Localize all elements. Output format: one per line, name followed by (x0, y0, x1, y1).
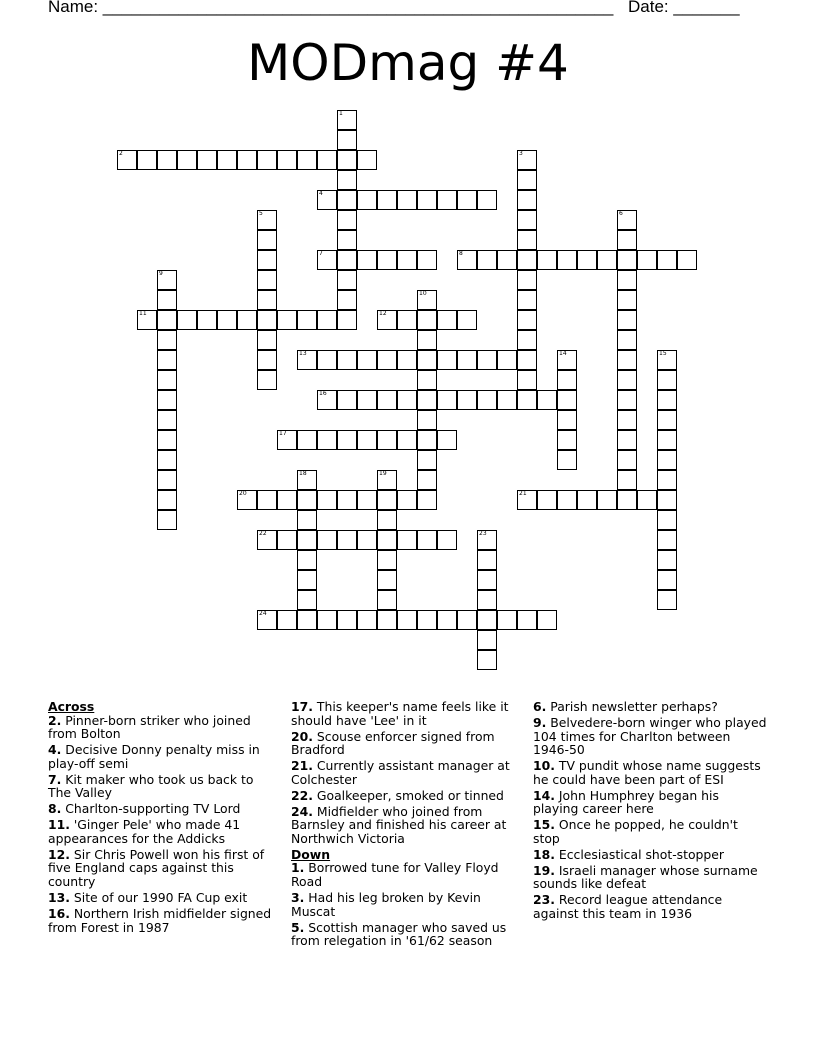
grid-cell[interactable] (657, 350, 677, 370)
grid-cell[interactable] (457, 310, 477, 330)
grid-cell[interactable] (257, 310, 277, 330)
puzzle-title: MODmag #4 (247, 34, 569, 92)
grid-cell[interactable] (657, 490, 677, 510)
grid-cell[interactable] (157, 450, 177, 470)
grid-cell[interactable] (517, 310, 537, 330)
grid-cell[interactable] (657, 410, 677, 430)
grid-cell[interactable] (557, 370, 577, 390)
grid-cell[interactable] (157, 410, 177, 430)
grid-cell[interactable] (617, 210, 637, 230)
grid-cell[interactable] (157, 510, 177, 530)
grid-cell[interactable] (457, 390, 477, 410)
grid-cell[interactable] (317, 430, 337, 450)
grid-cell[interactable] (457, 610, 477, 630)
grid-cell[interactable] (617, 250, 637, 270)
grid-cell[interactable] (477, 250, 497, 270)
cell-number: 16 (319, 390, 327, 397)
clue-across-13: 13. Site of our 1990 FA Cup exit (48, 890, 248, 906)
grid-cell[interactable] (437, 310, 457, 330)
grid-cell[interactable] (477, 530, 497, 550)
cell-number: 6 (619, 210, 623, 217)
grid-cell[interactable] (397, 390, 417, 410)
grid-cell[interactable] (377, 470, 397, 490)
grid-cell[interactable] (337, 530, 357, 550)
grid-cell[interactable] (597, 250, 617, 270)
grid-cell[interactable] (497, 350, 517, 370)
grid-cell[interactable] (577, 250, 597, 270)
cell-number: 18 (299, 470, 307, 477)
clue-across-7: 7. Kit maker who took us back to The Valley (48, 771, 254, 801)
grid-cell[interactable] (397, 350, 417, 370)
grid-cell[interactable] (397, 250, 417, 270)
grid-cell[interactable] (417, 390, 437, 410)
grid-cell[interactable] (337, 110, 357, 130)
date-field-label: Date: _______ (628, 0, 740, 16)
grid-cell[interactable] (437, 350, 457, 370)
grid-cell[interactable] (157, 150, 177, 170)
grid-cell[interactable] (437, 610, 457, 630)
name-field-label: Name: ______________________________________________________ (48, 0, 614, 16)
grid-cell[interactable] (137, 310, 157, 330)
grid-cell[interactable] (617, 330, 637, 350)
clue-down-15: 15. Once he popped, he couldn't stop (533, 817, 738, 846)
clue-down-10: 10. TV pundit whose name suggests he could have been part of ESI (533, 758, 761, 787)
grid-cell[interactable] (377, 550, 397, 570)
grid-cell[interactable] (377, 310, 397, 330)
grid-cell[interactable] (617, 370, 637, 390)
clues-column-1 (48, 700, 280, 937)
cell-number: 22 (259, 530, 267, 537)
cell-number: 5 (259, 210, 263, 217)
grid-cell[interactable] (317, 610, 337, 630)
grid-cell[interactable] (417, 190, 437, 210)
grid-cell[interactable] (577, 490, 597, 510)
cell-number: 21 (519, 490, 527, 497)
grid-cell[interactable] (397, 490, 417, 510)
grid-cell[interactable] (557, 390, 577, 410)
grid-cell[interactable] (397, 190, 417, 210)
clue-across-2: 2. Pinner-born striker who joined from Bolton (48, 712, 251, 742)
grid-cell[interactable] (617, 410, 637, 430)
grid-cell[interactable] (337, 490, 357, 510)
grid-cell[interactable] (277, 490, 297, 510)
grid-cell[interactable] (157, 390, 177, 410)
grid-cell[interactable] (617, 430, 637, 450)
grid-cell[interactable] (317, 310, 337, 330)
grid-cell[interactable] (297, 530, 317, 550)
grid-cell[interactable] (557, 450, 577, 470)
grid-cell[interactable] (377, 530, 397, 550)
cell-number: 1 (339, 110, 343, 117)
grid-cell[interactable] (337, 230, 357, 250)
grid-cell[interactable] (657, 250, 677, 270)
clues-column-2 (291, 700, 523, 950)
grid-cell[interactable] (517, 390, 537, 410)
clue-across-12: 12. Sir Chris Powell won his first of five England caps against this country (48, 846, 265, 890)
clue-across-16: 16. Northern Irish midfielder signed from Forest in 1987 (48, 906, 272, 935)
grid-cell[interactable] (517, 270, 537, 290)
grid-cell[interactable] (437, 430, 457, 450)
clue-across-20: 20. Scouse enforcer signed from Bradford (291, 728, 495, 758)
grid-cell[interactable] (257, 490, 277, 510)
grid-cell[interactable] (517, 190, 537, 210)
grid-cell[interactable] (517, 350, 537, 370)
grid-cell[interactable] (377, 190, 397, 210)
cell-number: 12 (379, 310, 387, 317)
grid-cell[interactable] (437, 390, 457, 410)
grid-cell[interactable] (257, 290, 277, 310)
grid-cell[interactable] (417, 290, 437, 310)
grid-cell[interactable] (617, 290, 637, 310)
grid-cell[interactable] (297, 510, 317, 530)
grid-cell[interactable] (357, 490, 377, 510)
grid-cell[interactable] (377, 390, 397, 410)
grid-cell[interactable] (317, 530, 337, 550)
grid-cell[interactable] (377, 430, 397, 450)
grid-cell[interactable] (537, 490, 557, 510)
grid-cell[interactable] (317, 190, 337, 210)
grid-cell[interactable] (677, 250, 697, 270)
grid-cell[interactable] (297, 430, 317, 450)
grid-cell[interactable] (377, 510, 397, 530)
grid-cell[interactable] (297, 150, 317, 170)
grid-cell[interactable] (417, 370, 437, 390)
grid-cell[interactable] (257, 230, 277, 250)
grid-cell[interactable] (417, 430, 437, 450)
grid-cell[interactable] (337, 250, 357, 270)
grid-cell[interactable] (257, 530, 277, 550)
clue-across-22: 22. Goalkeeper, smoked or tinned (291, 787, 504, 803)
grid-cell[interactable] (557, 350, 577, 370)
grid-cell[interactable] (477, 190, 497, 210)
cell-number: 15 (659, 350, 667, 357)
grid-cell[interactable] (337, 310, 357, 330)
grid-cell[interactable] (257, 270, 277, 290)
clue-down-6: 6. Parish newsletter perhaps? (533, 699, 718, 714)
grid-cell[interactable] (537, 610, 557, 630)
grid-cell[interactable] (517, 610, 537, 630)
grid-cell[interactable] (557, 250, 577, 270)
grid-cell[interactable] (157, 490, 177, 510)
grid-cell[interactable] (277, 610, 297, 630)
grid-cell[interactable] (397, 610, 417, 630)
grid-cell[interactable] (617, 310, 637, 330)
clue-across-4: 4. Decisive Donny penalty miss in play-off semi (48, 742, 260, 771)
grid-cell[interactable] (617, 350, 637, 370)
grid-cell[interactable] (657, 550, 677, 570)
grid-cell[interactable] (377, 350, 397, 370)
cell-number: 20 (239, 490, 247, 497)
grid-cell[interactable] (657, 530, 677, 550)
grid-cell[interactable] (657, 390, 677, 410)
grid-cell[interactable] (477, 350, 497, 370)
grid-cell[interactable] (557, 430, 577, 450)
grid-cell[interactable] (337, 610, 357, 630)
clue-across-11: 11. 'Ginger Pele' who made 41 appearances for the Addicks (48, 817, 241, 846)
grid-cell[interactable] (457, 350, 477, 370)
grid-cell[interactable] (277, 430, 297, 450)
grid-cell[interactable] (617, 450, 637, 470)
grid-cell[interactable] (297, 490, 317, 510)
grid-cell[interactable] (617, 390, 637, 410)
grid-cell[interactable] (357, 610, 377, 630)
grid-cell[interactable] (197, 310, 217, 330)
grid-cell[interactable] (117, 150, 137, 170)
grid-cell[interactable] (517, 170, 537, 190)
cell-number: 10 (419, 290, 427, 297)
grid-cell[interactable] (557, 410, 577, 430)
grid-cell[interactable] (257, 150, 277, 170)
grid-cell[interactable] (217, 310, 237, 330)
grid-cell[interactable] (457, 190, 477, 210)
clue-down-14: 14. John Humphrey began his playing career here (533, 787, 719, 817)
grid-cell[interactable] (657, 590, 677, 610)
grid-cell[interactable] (257, 210, 277, 230)
grid-cell[interactable] (477, 610, 497, 630)
grid-cell[interactable] (337, 190, 357, 210)
clue-across-8: 8. Charlton-supporting TV Lord (48, 801, 241, 817)
grid-cell[interactable] (297, 470, 317, 490)
grid-cell[interactable] (317, 250, 337, 270)
grid-cell[interactable] (277, 310, 297, 330)
cell-number: 13 (299, 350, 307, 357)
grid-cell[interactable] (317, 390, 337, 410)
grid-cell[interactable] (517, 490, 537, 510)
clue-down-5: 5. Scottish manager who saved us from relegation in '61/62 season (291, 919, 507, 949)
grid-cell[interactable] (417, 410, 437, 430)
grid-cell[interactable] (377, 570, 397, 590)
grid-cell[interactable] (657, 450, 677, 470)
grid-cell[interactable] (337, 350, 357, 370)
grid-cell[interactable] (517, 290, 537, 310)
cell-number: 19 (379, 470, 387, 477)
grid-cell[interactable] (497, 250, 517, 270)
grid-cell[interactable] (297, 590, 317, 610)
grid-cell[interactable] (417, 490, 437, 510)
grid-cell[interactable] (477, 570, 497, 590)
grid-cell[interactable] (617, 230, 637, 250)
grid-cell[interactable] (497, 610, 517, 630)
grid-cell[interactable] (417, 610, 437, 630)
grid-cell[interactable] (257, 250, 277, 270)
grid-cell[interactable] (357, 430, 377, 450)
grid-cell[interactable] (397, 430, 417, 450)
grid-cell[interactable] (317, 490, 337, 510)
grid-cell[interactable] (317, 150, 337, 170)
grid-cell[interactable] (497, 390, 517, 410)
grid-cell[interactable] (517, 330, 537, 350)
grid-cell[interactable] (237, 490, 257, 510)
grid-cell[interactable] (597, 490, 617, 510)
grid-cell[interactable] (477, 590, 497, 610)
grid-cell[interactable] (317, 350, 337, 370)
clue-down-19: 19. Israeli manager whose surname sounds like defeat (533, 862, 758, 892)
grid-cell[interactable] (297, 310, 317, 330)
grid-cell[interactable] (617, 470, 637, 490)
grid-cell[interactable] (377, 610, 397, 630)
grid-cell[interactable] (297, 570, 317, 590)
grid-cell[interactable] (177, 310, 197, 330)
down-heading: Down (291, 846, 331, 862)
grid-cell[interactable] (257, 610, 277, 630)
grid-cell[interactable] (237, 150, 257, 170)
grid-cell[interactable] (257, 330, 277, 350)
grid-cell[interactable] (617, 270, 637, 290)
grid-cell[interactable] (157, 310, 177, 330)
grid-cell[interactable] (337, 170, 357, 190)
grid-cell[interactable] (657, 570, 677, 590)
across-heading: Across (48, 699, 95, 714)
grid-cell[interactable] (297, 350, 317, 370)
grid-cell[interactable] (337, 270, 357, 290)
grid-cell[interactable] (137, 150, 157, 170)
grid-cell[interactable] (277, 530, 297, 550)
grid-cell[interactable] (377, 590, 397, 610)
grid-cell[interactable] (517, 150, 537, 170)
grid-cell[interactable] (297, 610, 317, 630)
grid-cell[interactable] (517, 210, 537, 230)
clue-down-23: 23. Record league attendance against this team in 1936 (533, 892, 723, 922)
clue-down-3: 3. Had his leg broken by Kevin Muscat (291, 890, 481, 919)
grid-cell[interactable] (617, 490, 637, 510)
grid-cell[interactable] (397, 310, 417, 330)
grid-cell[interactable] (217, 150, 237, 170)
grid-cell[interactable] (457, 250, 477, 270)
clue-down-1: 1. Borrowed tune for Valley Floyd Road (291, 860, 499, 890)
grid-cell[interactable] (417, 330, 437, 350)
grid-cell[interactable] (337, 210, 357, 230)
grid-cell[interactable] (197, 150, 217, 170)
cell-number: 8 (459, 250, 463, 257)
grid-cell[interactable] (337, 130, 357, 150)
grid-cell[interactable] (157, 270, 177, 290)
grid-cell[interactable] (177, 150, 197, 170)
grid-cell[interactable] (337, 150, 357, 170)
grid-cell[interactable] (157, 350, 177, 370)
grid-cell[interactable] (537, 250, 557, 270)
cell-number: 17 (279, 430, 287, 437)
grid-cell[interactable] (377, 250, 397, 270)
grid-cell[interactable] (517, 230, 537, 250)
clue-across-24: 24. Midfielder who joined from Barnsley and finished his career at Northwich Victoria (291, 803, 507, 846)
grid-cell[interactable] (657, 370, 677, 390)
grid-cell[interactable] (477, 390, 497, 410)
cell-number: 7 (319, 250, 323, 257)
grid-cell[interactable] (157, 470, 177, 490)
cell-number: 3 (519, 150, 523, 157)
grid-cell[interactable] (517, 370, 537, 390)
grid-cell[interactable] (657, 510, 677, 530)
grid-cell[interactable] (157, 370, 177, 390)
grid-cell[interactable] (157, 290, 177, 310)
grid-cell[interactable] (297, 550, 317, 570)
cell-number: 24 (259, 610, 267, 617)
grid-cell[interactable] (477, 630, 497, 650)
grid-cell[interactable] (257, 350, 277, 370)
grid-cell[interactable] (357, 350, 377, 370)
grid-cell[interactable] (357, 190, 377, 210)
grid-cell[interactable] (637, 250, 657, 270)
clue-down-9: 9. Belvedere-born winger who played 104 times for Charlton between 1946-50 (533, 714, 767, 758)
grid-cell[interactable] (357, 250, 377, 270)
cell-number: 23 (479, 530, 487, 537)
clue-down-18: 18. Ecclesiastical shot-stopper (533, 846, 725, 862)
grid-cell[interactable] (337, 290, 357, 310)
grid-cell[interactable] (437, 190, 457, 210)
grid-cell[interactable] (337, 390, 357, 410)
grid-cell[interactable] (357, 530, 377, 550)
grid-cell[interactable] (557, 490, 577, 510)
grid-cell[interactable] (437, 530, 457, 550)
grid-cell[interactable] (377, 490, 397, 510)
grid-cell[interactable] (657, 430, 677, 450)
grid-cell[interactable] (357, 150, 377, 170)
cell-number: 4 (319, 190, 323, 197)
cell-number: 9 (159, 270, 163, 277)
grid-cell[interactable] (417, 530, 437, 550)
grid-cell[interactable] (637, 490, 657, 510)
grid-cell[interactable] (537, 390, 557, 410)
grid-cell[interactable] (477, 550, 497, 570)
grid-cell[interactable] (417, 350, 437, 370)
grid-cell[interactable] (277, 150, 297, 170)
grid-cell[interactable] (397, 530, 417, 550)
grid-cell[interactable] (517, 250, 537, 270)
grid-cell[interactable] (357, 390, 377, 410)
grid-cell[interactable] (157, 330, 177, 350)
clue-across-21: 21. Currently assistant manager at Colchester (291, 758, 510, 787)
cell-number: 14 (559, 350, 567, 357)
clue-across-17: 17. This keeper's name feels like it should have 'Lee' in it (291, 699, 509, 728)
grid-cell[interactable] (337, 430, 357, 450)
grid-cell[interactable] (257, 370, 277, 390)
grid-cell[interactable] (157, 430, 177, 450)
grid-cell[interactable] (417, 310, 437, 330)
grid-cell[interactable] (477, 650, 497, 670)
cell-number: 2 (119, 150, 123, 157)
grid-cell[interactable] (657, 470, 677, 490)
grid-cell[interactable] (417, 450, 437, 470)
grid-cell[interactable] (417, 470, 437, 490)
grid-cell[interactable] (237, 310, 257, 330)
grid-cell[interactable] (417, 250, 437, 270)
clues-column-3 (533, 700, 768, 923)
cell-number: 11 (139, 310, 147, 317)
